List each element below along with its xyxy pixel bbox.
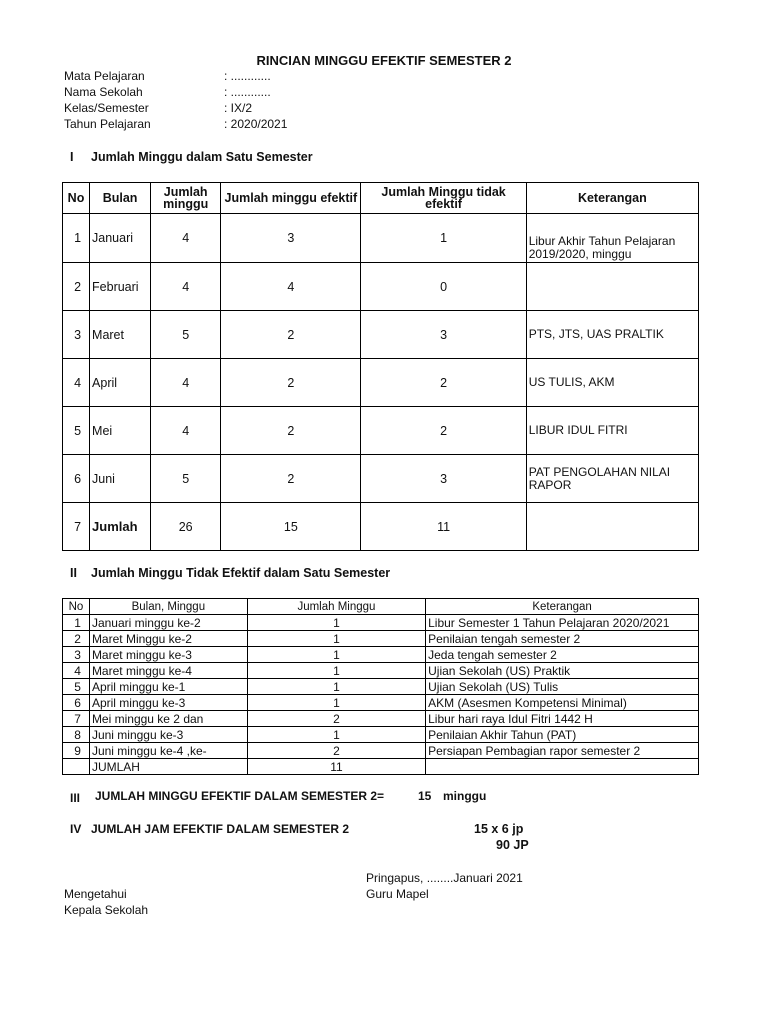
header-no: No: [63, 183, 90, 214]
cell-keterangan: AKM (Asesmen Kompetensi Minimal): [426, 695, 699, 711]
header-keterangan: Keterangan: [526, 183, 698, 214]
section3-value: 15: [418, 789, 432, 803]
cell-bulan: Maret: [90, 311, 151, 359]
signature-left-line2: Kepala Sekolah: [64, 903, 149, 917]
table-row: [63, 263, 699, 311]
header-bulan-minggu: Bulan, Minggu: [89, 599, 247, 615]
cell-keterangan: US TULIS, AKM: [526, 359, 698, 407]
table-row: [63, 615, 699, 631]
cell-keterangan-empty: [426, 759, 699, 775]
cell-bulan-minggu: [89, 727, 247, 743]
header-minggu-tidak-efektif: Jumlah Minggu tidak efektif: [361, 183, 526, 214]
section4-calc: 15 x 6 jp: [474, 822, 524, 836]
cell-keterangan: LIBUR IDUL FITRI: [526, 407, 698, 455]
cell-efektif: 2: [221, 311, 361, 359]
table-row: [63, 631, 699, 647]
cell-bulan-minggu: [89, 615, 247, 631]
cell-tidak-efektif: 2: [361, 407, 526, 455]
cell-no: 1: [63, 214, 90, 263]
table-header-row: [63, 183, 699, 214]
info-row-kelas: [64, 101, 364, 117]
cell-keterangan: Libur hari raya Idul Fitri 1442 H: [426, 711, 699, 727]
cell-no: 8: [63, 727, 90, 743]
header-no: No: [63, 599, 90, 615]
info-value: : ............: [224, 69, 271, 83]
info-value: : IX/2: [224, 101, 253, 115]
cell-no: 1: [63, 615, 90, 631]
cell-no: 5: [63, 679, 90, 695]
header-jumlah-minggu: Jumlah Minggu: [247, 599, 425, 615]
cell-bulan-minggu: [89, 647, 247, 663]
cell-no: 4: [63, 663, 90, 679]
cell-text: Januari minggu ke-2: [91, 615, 201, 630]
cell-text: Maret minggu ke-3: [91, 647, 192, 662]
cell-no: 2: [63, 631, 90, 647]
info-row-mapel: [64, 69, 364, 85]
table-row: [63, 455, 699, 503]
cell-tidak-efektif: 3: [361, 311, 526, 359]
cell-keterangan: PTS, JTS, UAS PRALTIK: [526, 311, 698, 359]
cell-bulan: Januari: [90, 214, 151, 263]
cell-tidak-efektif: 0: [361, 263, 526, 311]
info-value: : ............: [224, 85, 271, 99]
cell-jumlah: 4: [151, 263, 221, 311]
cell-no: 2: [63, 263, 90, 311]
cell-keterangan: Ujian Sekolah (US) Praktik: [426, 663, 699, 679]
cell-keterangan: Penilaian Akhir Tahun (PAT): [426, 727, 699, 743]
table-row: [63, 663, 699, 679]
table-row: [63, 695, 699, 711]
section3-text: JUMLAH MINGGU EFEKTIF DALAM SEMESTER 2=: [95, 789, 385, 803]
cell-jumlah: 1: [247, 727, 425, 743]
header-minggu-efektif: Jumlah minggu efektif: [221, 183, 361, 214]
table-total-row: [63, 759, 699, 775]
cell-text: April minggu ke-1: [91, 679, 186, 694]
cell-jumlah: 26: [151, 503, 221, 551]
table-row: [63, 711, 699, 727]
cell-no: 7: [63, 711, 90, 727]
cell-keterangan: Penilaian tengah semester 2: [426, 631, 699, 647]
table-row: [63, 407, 699, 455]
table-row: [63, 311, 699, 359]
cell-efektif: 15: [221, 503, 361, 551]
effective-weeks-table: [62, 182, 699, 551]
table-row: [63, 743, 699, 759]
cell-no: 7: [63, 503, 90, 551]
document-title: RINCIAN MINGGU EFEKTIF SEMESTER 2: [256, 53, 512, 68]
table-row: [63, 727, 699, 743]
cell-jumlah: 4: [151, 407, 221, 455]
signature-left-line1: Mengetahui: [64, 887, 127, 901]
cell-jumlah: 1: [247, 631, 425, 647]
section4-text: JUMLAH JAM EFEKTIF DALAM SEMESTER 2: [91, 822, 350, 836]
table-header-row: [63, 599, 699, 615]
cell-efektif: 4: [221, 263, 361, 311]
cell-bulan-minggu: [89, 679, 247, 695]
cell-text: Mei minggu ke 2 dan: [91, 711, 204, 726]
cell-total-value: 11: [247, 759, 425, 775]
cell-keterangan: Libur Semester 1 Tahun Pelajaran 2020/2021: [426, 615, 699, 631]
cell-total-label: JUMLAH: [89, 759, 247, 775]
cell-jumlah: 4: [151, 214, 221, 263]
cell-no: 6: [63, 455, 90, 503]
info-label: Tahun Pelajaran: [64, 117, 151, 131]
info-value: : 2020/2021: [224, 117, 288, 131]
cell-bulan: Februari: [90, 263, 151, 311]
cell-efektif: 2: [221, 407, 361, 455]
cell-bulan-minggu: [89, 743, 247, 759]
cell-tidak-efektif: 11: [361, 503, 526, 551]
cell-text: Maret minggu ke-4: [91, 663, 192, 678]
cell-keterangan: [526, 263, 698, 311]
cell-bulan-total: Jumlah: [90, 503, 151, 551]
cell-efektif: 2: [221, 455, 361, 503]
signature-right-role: Guru Mapel: [366, 887, 429, 901]
cell-bulan: Juni: [90, 455, 151, 503]
cell-keterangan: Libur Akhir Tahun Pelajaran 2019/2020, minggu: [526, 214, 698, 263]
table-row: [63, 679, 699, 695]
cell-bulan-minggu: [89, 663, 247, 679]
cell-efektif: 3: [221, 214, 361, 263]
cell-no: 3: [63, 647, 90, 663]
cell-jumlah: 1: [247, 695, 425, 711]
cell-keterangan: PAT PENGOLAHAN NILAI RAPOR: [526, 455, 698, 503]
cell-keterangan: Persiapan Pembagian rapor semester 2: [426, 743, 699, 759]
cell-efektif: 2: [221, 359, 361, 407]
cell-keterangan: [526, 503, 698, 551]
cell-no-empty: [63, 759, 90, 775]
table-total-row: [63, 503, 699, 551]
cell-keterangan: Ujian Sekolah (US) Tulis: [426, 679, 699, 695]
cell-no: 4: [63, 359, 90, 407]
cell-tidak-efektif: 1: [361, 214, 526, 263]
section4-number: IV: [70, 822, 82, 836]
signature-place-date: Pringapus, ........Januari 2021: [366, 871, 523, 885]
cell-no: 9: [63, 743, 90, 759]
cell-jumlah: 5: [151, 455, 221, 503]
info-label: Kelas/Semester: [64, 101, 149, 115]
info-row-sekolah: [64, 85, 364, 101]
cell-tidak-efektif: 2: [361, 359, 526, 407]
cell-bulan-minggu: [89, 695, 247, 711]
cell-no: 6: [63, 695, 90, 711]
cell-bulan: Mei: [90, 407, 151, 455]
cell-text: Juni minggu ke-3: [91, 727, 184, 742]
cell-jumlah: 2: [247, 711, 425, 727]
table-row: [63, 647, 699, 663]
cell-jumlah: 1: [247, 615, 425, 631]
cell-jumlah: 1: [247, 679, 425, 695]
info-row-tahun: [64, 117, 364, 133]
header-jumlah-minggu: Jumlah minggu: [151, 183, 221, 214]
cell-jumlah: 4: [151, 359, 221, 407]
cell-tidak-efektif: 3: [361, 455, 526, 503]
table-row: [63, 359, 699, 407]
section4-result: 90 JP: [496, 838, 529, 852]
cell-bulan-minggu: [89, 631, 247, 647]
header-bulan: Bulan: [90, 183, 151, 214]
cell-jumlah: 1: [247, 647, 425, 663]
section1-title: Jumlah Minggu dalam Satu Semester: [91, 150, 313, 164]
info-label: Mata Pelajaran: [64, 69, 145, 83]
section2-number: II: [70, 566, 77, 580]
section3-number: III: [70, 791, 81, 805]
cell-text: Maret Minggu ke-2: [91, 631, 192, 646]
ineffective-weeks-table: [62, 598, 699, 775]
section3-unit: minggu: [443, 789, 487, 803]
cell-no: 5: [63, 407, 90, 455]
cell-bulan: April: [90, 359, 151, 407]
table-row: [63, 214, 699, 263]
info-label: Nama Sekolah: [64, 85, 143, 99]
cell-jumlah: 5: [151, 311, 221, 359]
cell-jumlah: 2: [247, 743, 425, 759]
cell-text: Juni minggu ke-4 ,ke-: [91, 743, 207, 758]
cell-text: April minggu ke-3: [91, 695, 186, 710]
cell-bulan-minggu: [89, 711, 247, 727]
section2-title: Jumlah Minggu Tidak Efektif dalam Satu Semester: [91, 566, 391, 580]
cell-no: 3: [63, 311, 90, 359]
header-keterangan: Keterangan: [426, 599, 699, 615]
cell-jumlah: 1: [247, 663, 425, 679]
section1-number: I: [70, 150, 74, 164]
cell-keterangan: Jeda tengah semester 2: [426, 647, 699, 663]
